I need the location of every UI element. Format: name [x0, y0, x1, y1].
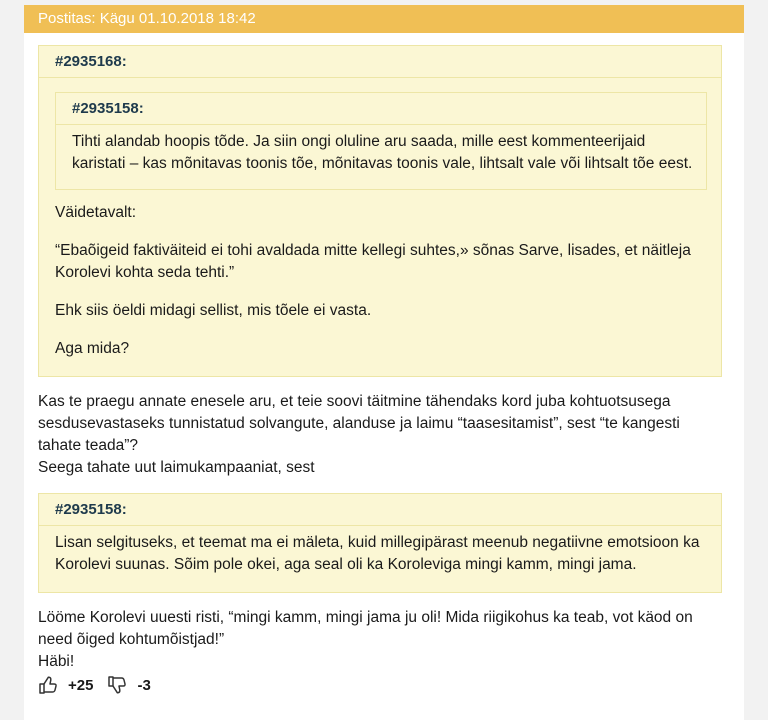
quote-paragraph: Ehk siis öeldi midagi sellist, mis tõele ei vasta.	[55, 302, 372, 319]
quote-id[interactable]: #2935158:	[39, 494, 721, 526]
comment-post	[24, 5, 744, 720]
quote-paragraph: Lisan selgituseks, et teemat ma ei mäleta, kuid millegipärast meenub negatiivne emotsioon ka Korolevi suunas. Sõim pole okei, aga seal oli ka Koroleviga mingi kamm, mingi jama.	[55, 534, 700, 573]
reactions-bar	[38, 673, 165, 697]
downvote-count: -3	[137, 676, 151, 694]
comment-paragraph: Häbi!	[38, 653, 75, 670]
quote-paragraph: Väidetavalt:	[55, 204, 136, 221]
comment-paragraph: Kas te praegu annate enesele aru, et teie soovi täitmine tähendaks kord juba kohtuotsusega sesdusevastaseks tunnistatud solvangute, alanduse ja laimu “taasesitamist”, sest “te kangesti tahate teada”?	[38, 393, 680, 454]
thumbs-down-icon[interactable]	[107, 675, 127, 695]
nested-quote-text: Tihti alandab hoopis tõde. Ja siin ongi oluline aru saada, mille eest kommenteerijaid karistati – kas mõnitavas toonis tõe, mõnitavas toonis vale, lihtsalt vale või lihtsalt tõe eest.	[72, 133, 693, 172]
upvote-count: +25	[68, 676, 94, 694]
post-content	[24, 33, 744, 673]
quote-block	[38, 45, 722, 377]
quote-paragraph: Aga mida?	[55, 340, 130, 357]
post-header: Postitas: Kägu 01.10.2018 18:42	[24, 5, 744, 33]
quote-block	[38, 493, 722, 593]
quote-id[interactable]: #2935168:	[39, 46, 721, 78]
quote-body	[39, 78, 721, 360]
comment-paragraph: Seega tahate uut laimukampaaniat, sest	[38, 459, 315, 476]
quote-body	[39, 526, 721, 576]
thumbs-up-icon[interactable]	[38, 675, 58, 695]
nested-quote-body	[56, 125, 706, 175]
comment-text	[38, 607, 722, 673]
quote-paragraph: “Ebaõigeid faktiväiteid ei tohi avaldada mitte kellegi suhtes,» sõnas Sarve, lisades, et näitleja Korolevi kohta seda tehti.”	[55, 242, 691, 281]
nested-quote-block	[55, 92, 707, 190]
nested-quote-id[interactable]: #2935158:	[56, 93, 706, 125]
comment-paragraph: Lööme Korolevi uuesti risti, “mingi kamm, mingi jama ju oli! Mida riigikohus ka teab, vot käod on need õiged kohtumõistjad!”	[38, 609, 693, 648]
comment-text	[38, 391, 722, 479]
